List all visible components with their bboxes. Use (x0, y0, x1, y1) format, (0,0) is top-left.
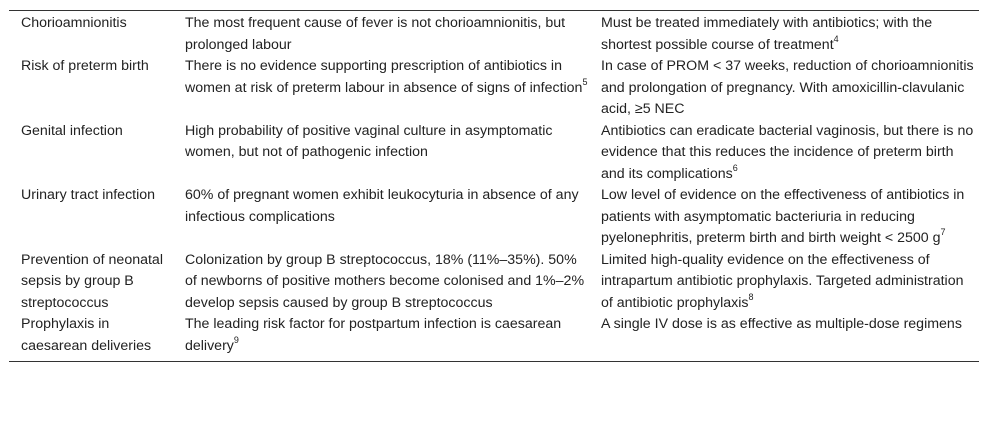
finding-cell: The most frequent cause of fever is not chorioamnionitis, but prolonged labour (185, 15, 566, 53)
recommendation-cell: Must be treated immediately with antibiotics; with the shortest possible course of treatment$^4$ (601, 15, 933, 53)
condition-cell: Urinary tract infection (21, 187, 156, 203)
evidence-table (9, 10, 979, 362)
reference-superscript: 9 (233, 334, 239, 345)
reference-superscript: 4 (833, 33, 839, 44)
evidence-table-container (9, 10, 979, 362)
reference-superscript: 7 (940, 227, 946, 238)
table-row (9, 11, 979, 57)
condition-cell: Chorioamnionitis (21, 15, 127, 31)
table-row (9, 314, 979, 362)
condition-cell: Prevention of neonatal sepsis by group B streptococcus (21, 251, 163, 311)
recommendation-cell: Antibiotics can eradicate bacterial vaginosis, but there is no evidence that this reduces the incidence of preterm birth and its complications$^6$ (601, 122, 974, 182)
reference-superscript: 6 (732, 162, 738, 173)
finding-cell: The leading risk factor for postpartum infection is caesarean delivery$^9$ (185, 316, 562, 354)
condition-cell: Risk of preterm birth (21, 58, 149, 74)
finding-cell: 60% of pregnant women exhibit leukocyturia in absence of any infectious complications (185, 187, 579, 225)
reference-superscript: 8 (748, 291, 754, 302)
condition-cell: Genital infection (21, 122, 123, 139)
table-row (9, 185, 979, 250)
finding-cell: Colonization by group B streptococcus, 18% (11%–35%). 50% of newborns of positive mothers become colonised and 1%–2% develop sepsis caused by group B streptococcus (185, 251, 585, 311)
table-row (9, 56, 979, 121)
recommendation-cell: Limited high-quality evidence on the effectiveness of intrapartum antibiotic prophylaxis. Targeted administration of antibiotic prophylaxis$^8$ (601, 251, 964, 311)
table-row (9, 250, 979, 315)
evidence-table-body (9, 11, 979, 362)
reference-superscript: 5 (582, 76, 588, 87)
table-row (9, 121, 979, 186)
recommendation-cell: Low level of evidence on the effectiveness of antibiotics in patients with asymptomatic bacteriuria in reducing pyelonephritis, preterm birth and birth weight < 2500 $g^7$ (601, 187, 965, 246)
condition-cell: Prophylaxis in caesarean deliveries (21, 316, 152, 354)
finding-cell: There is no evidence supporting prescription of antibiotics in women at risk of preterm labour in absence of signs of infection$^5$ (185, 58, 588, 96)
finding-cell: High probability of positive vaginal culture in asymptomatic women, but not of pathogenic infection (185, 122, 553, 160)
recommendation-cell: In case of PROM < 37 weeks, reduction of chorioamnionitis and prolongation of pregnancy. With amoxicillin-clavulanic acid, ≥5 NEC (601, 58, 974, 117)
recommendation-cell: A single IV dose is as effective as multiple-dose regimens (601, 316, 962, 332)
